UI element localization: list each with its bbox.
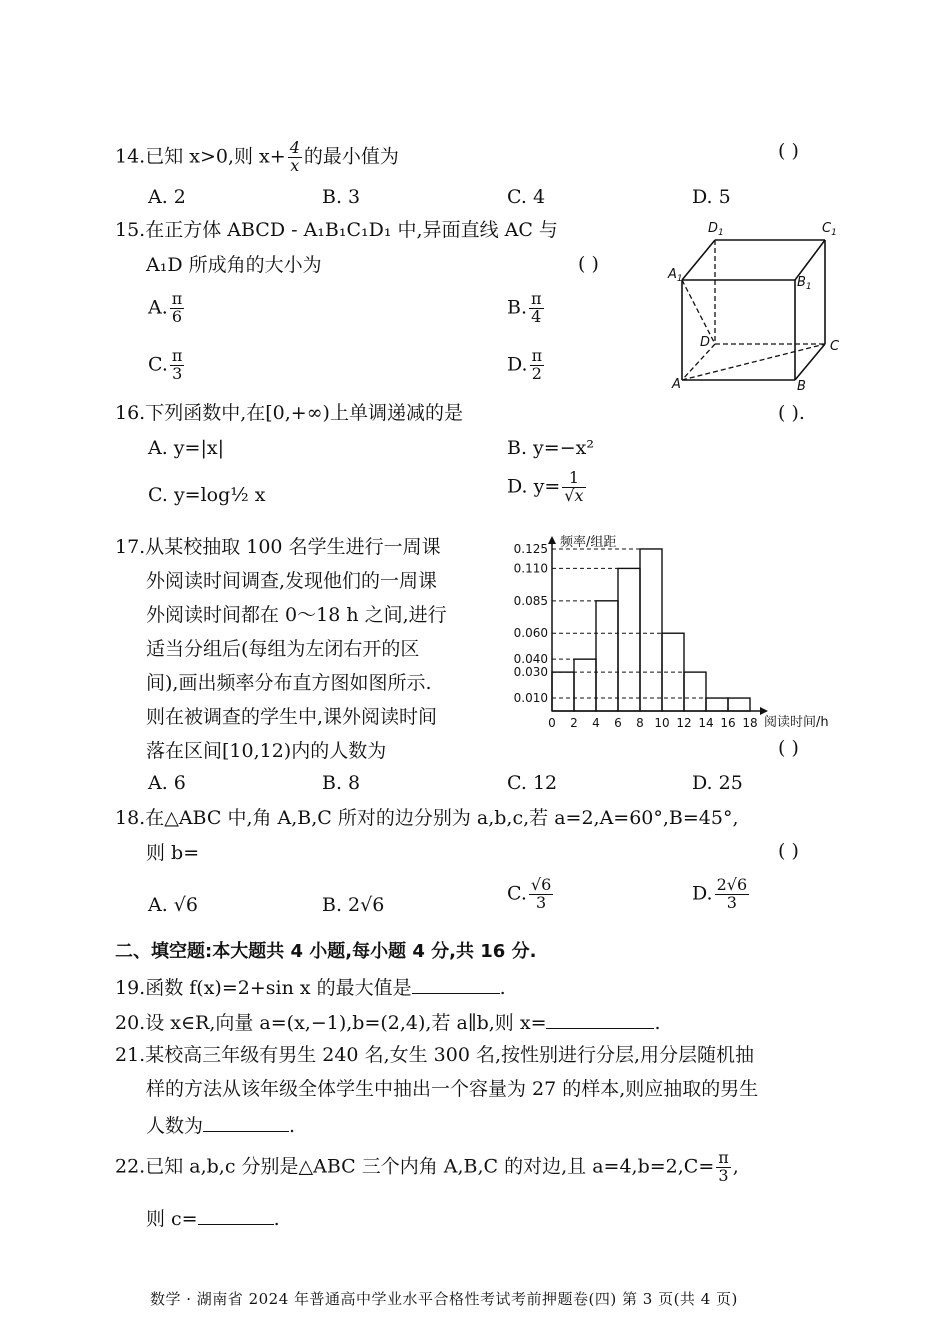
q16-option-a: A. y=|x| [148,437,224,459]
q15-option-a-frac [170,291,185,326]
cube-edge-c-b [795,344,825,380]
histogram-x-tick-label: 16 [720,716,736,730]
histogram-y-tick-label: 0.085 [513,593,548,608]
q16-stem-text: 下列函数中,在[0,+∞)上单调递减的是 [145,402,463,424]
histogram-bar [706,698,728,711]
q21-number: 21. [115,1044,146,1066]
q15-option-b-frac [529,291,544,326]
q17-line-2: 外阅读时间调查,发现他们的一周课 [146,570,438,592]
cube-figure [660,212,850,394]
cube-edge-c1-b1 [795,240,825,280]
page-footer: 数学 · 湖南省 2024 年普通高中学业水平合格性考试考前押题卷(四) 第 3 页(共 4 页) [150,1290,738,1308]
histogram-x-tick-label: 4 [592,716,600,730]
q19-answer-blank[interactable] [412,975,500,994]
histogram-bar [552,672,574,711]
q15-line1 [115,219,558,242]
q22-fraction [716,1150,731,1185]
q19-text: 函数 f(x)=2+sin x 的最大值是 [145,977,412,999]
q18-option-c-letter: C. [507,882,527,905]
histogram-x-tick-label: 2 [570,716,578,730]
q15-option-a-den: 6 [171,306,183,326]
q17-line-7: 落在区间[10,12)内的人数为 [146,740,387,762]
q15-option-a [148,291,186,326]
q18-line1 [115,807,739,830]
q15-option-d-letter: D. [507,353,528,376]
q14-option-c: C. 4 [507,186,546,208]
q14-option-d: D. 5 [692,186,731,208]
q18-option-b: B. 2√6 [322,894,385,916]
histogram-bar [684,672,706,711]
q15-option-b-num: π [531,289,542,308]
q18-option-c-num: √6 [530,875,552,894]
q17-answer-paren: ( ) [778,737,799,759]
q16-option-b: B. y=−x² [507,437,594,459]
q17-line-5: 间),画出频率分布直方图如图所示. [146,672,432,694]
q14-fraction [288,140,302,175]
q20-answer-blank[interactable] [546,1010,654,1029]
histogram-y-tick-label: 0.030 [513,665,548,680]
q16-option-d-text: D. y= [507,475,561,498]
q15-option-a-letter: A. [148,296,168,319]
q14-option-b: B. 3 [322,186,361,208]
q15-option-c-letter: C. [148,353,168,376]
q16-option-d [507,470,588,505]
q14-stem-a: 已知 x>0,则 x+ [145,145,286,168]
q22-frac-den: 3 [718,1165,729,1185]
q15-line2: A₁D 所成角的大小为 [146,254,322,276]
q15-option-c-frac [170,348,185,383]
q18-option-a: A. √6 [148,894,198,916]
q14-stem-b: 的最小值为 [303,145,399,168]
histogram-bar [728,698,750,711]
q14-stem [115,140,399,175]
q18-option-c [507,877,555,912]
cube-label-c: C [830,339,840,354]
q15-option-c-den: 3 [172,363,183,383]
q15-option-d-frac [530,348,545,383]
q18-option-d-frac [715,877,750,912]
q20-number: 20. [115,1012,146,1034]
q18-option-d-num: 2√6 [716,875,748,894]
q20 [115,1010,661,1035]
q21-line2: 样的方法从该年级全体学生中抽出一个容量为 27 的样本,则应抽取的男生 [146,1078,759,1100]
q17-option-b: B. 8 [322,772,361,794]
histogram-chart [500,528,860,738]
q18-line2: 则 b= [146,842,200,864]
section-2-title: 二、填空题:本大题共 4 小题,每小题 4 分,共 16 分. [115,941,537,962]
q22-line1 [115,1150,739,1185]
cube-label-b1: $B_1$ [797,275,812,292]
q16-option-c: C. y=log½ x [148,484,266,506]
q16-option-d-frac [562,470,585,505]
q17-line-1-text: 从某校抽取 100 名学生进行一周课 [145,536,441,558]
q22-answer-blank[interactable] [198,1206,274,1225]
q19 [115,975,506,1000]
histogram-bar [574,659,596,711]
q15-number: 15. [115,219,146,241]
q15-option-d [507,348,546,383]
q15-option-a-num: π [171,289,183,308]
q22-number: 22. [115,1155,146,1178]
q15-option-b-letter: B. [507,296,528,319]
q22-line2 [146,1206,280,1231]
q18-option-d-letter: D. [692,882,713,905]
q17-option-c: C. 12 [507,772,558,794]
q22-text-a: 已知 a,b,c 分别是△ABC 三个内角 A,B,C 的对边,且 a=4,b=2,C= [145,1155,715,1178]
q21-end: . [289,1115,296,1137]
q16-answer-paren: ( ). [778,402,805,424]
q21-line3 [146,1113,295,1138]
cube-hidden-a1-d [682,280,715,344]
q14-frac-den: x [290,155,300,175]
q18-option-c-den: 3 [536,892,547,912]
q22-line2-text: 则 c= [146,1208,198,1230]
cube-edge-a1-d1 [682,240,715,280]
histogram-x-tick-label: 6 [614,716,622,730]
cube-label-b: B [797,379,806,394]
q16-option-d-num: 1 [562,470,585,488]
histogram-x-tick-label: 10 [654,716,670,730]
cube-label-a: A [672,377,681,392]
histogram-bar [640,549,662,711]
cube-label-c1: $C_1$ [822,221,837,238]
q17-line-1 [115,536,441,559]
q17-option-a: A. 6 [148,772,186,794]
histogram-y-tick-label: 0.010 [513,691,548,706]
histogram-x-tick-label: 8 [636,716,644,730]
histogram-x-label: 阅读时间/h [764,715,829,730]
q16-number: 16. [115,402,146,424]
cube-hidden-d-a [682,344,715,380]
q14-number: 14. [115,145,146,168]
q16-option-d-den: √x [564,485,584,505]
q17-line-4: 适当分组后(每组为左闭右开的区 [146,638,420,660]
q18-option-d-den: 3 [726,892,737,912]
histogram-x-tick-label: 14 [698,716,714,730]
histogram-y-tick-label: 0.040 [513,652,548,667]
histogram-y-label: 频率/组距 [560,535,617,550]
q14-answer-paren: ( ) [778,140,799,162]
cube-label-d1: $D_1$ [708,221,724,238]
q15-option-c-num: π [171,346,183,365]
q15-option-b-den: 4 [531,306,542,326]
histogram-bar [596,601,618,711]
q21-line3-text: 人数为 [146,1115,204,1137]
q22-frac-num: π [718,1148,729,1167]
q19-end: . [499,977,506,999]
x-axis-arrow-icon [760,707,768,715]
histogram-x-tick-label: 18 [742,716,758,730]
q18-line1-text: 在△ABC 中,角 A,B,C 所对的边分别为 a,b,c,若 a=2,A=60°,B=45°, [145,807,739,829]
q14-frac-num: 4 [289,138,300,157]
histogram-x-tick-label: 0 [548,716,556,730]
q17-line-3: 外阅读时间都在 0～18 h 之间,进行 [146,604,447,626]
histogram-x-tick-label: 12 [676,716,692,730]
cube-label-d: D [700,335,711,350]
q15-option-b [507,291,546,326]
q20-end: . [654,1012,661,1034]
q16-stem [115,402,463,425]
q17-number: 17. [115,536,146,558]
q19-number: 19. [115,977,146,999]
y-axis-arrow-icon [548,536,556,544]
histogram-y-tick-label: 0.110 [513,561,548,576]
q21-line1 [115,1044,754,1067]
q15-line1-text: 在正方体 ABCD - A₁B₁C₁D₁ 中,异面直线 AC 与 [145,219,558,241]
q15-option-c [148,348,186,383]
q15-option-d-num: π [531,346,543,365]
q18-option-c-frac [529,877,553,912]
histogram-y-tick-label: 0.125 [513,541,548,556]
q20-text: 设 x∈R,向量 a=(x,−1),b=(2,4),若 a∥b,则 x= [145,1012,547,1034]
q17-option-d: D. 25 [692,772,743,794]
q17-line-6: 则在被调查的学生中,课外阅读时间 [146,706,438,728]
q22-end: . [273,1208,280,1230]
q15-answer-paren: ( ) [578,253,599,275]
histogram-bar [618,568,640,711]
q18-answer-paren: ( ) [778,840,799,862]
q21-answer-blank[interactable] [203,1113,289,1132]
q18-option-d [692,877,751,912]
q15-option-d-den: 2 [531,363,542,383]
cube-label-a1: $A_1$ [668,267,683,284]
q22-text-b: , [732,1155,739,1178]
histogram-y-tick-label: 0.060 [513,626,548,641]
q21-line1-text: 某校高三年级有男生 240 名,女生 300 名,按性别进行分层,用分层随机抽 [145,1044,755,1066]
q18-number: 18. [115,807,146,829]
q14-option-a: A. 2 [148,186,186,208]
